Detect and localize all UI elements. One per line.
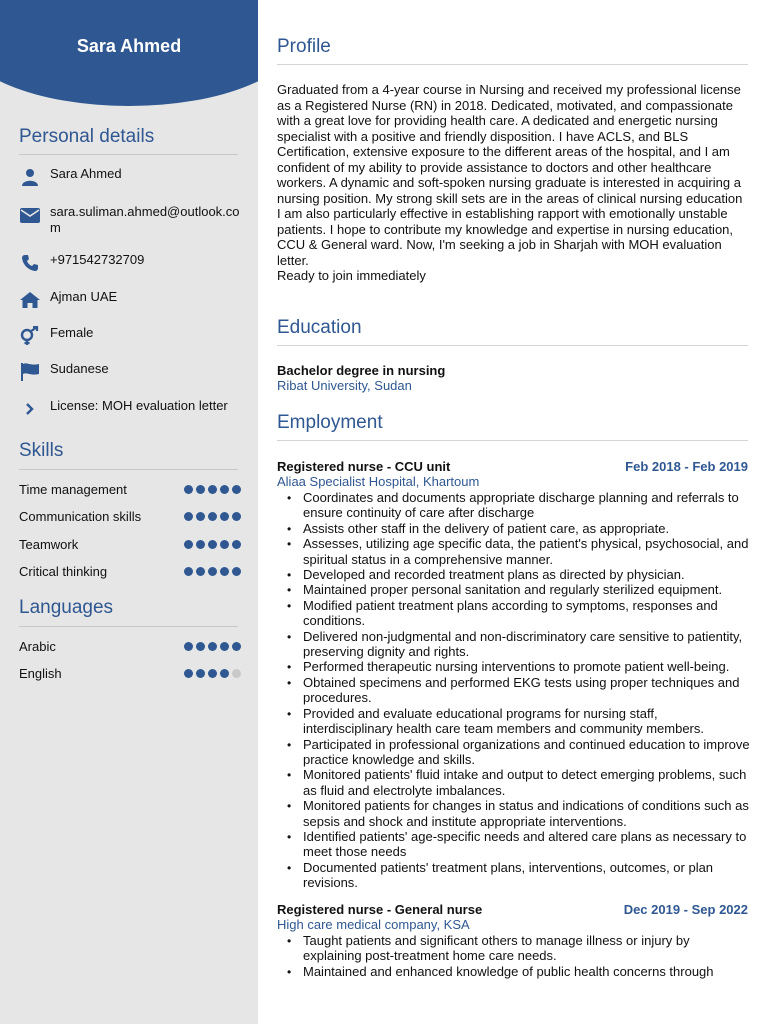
job-title: Registered nurse - General nurse: [277, 902, 483, 917]
rating-dot-filled: [208, 642, 217, 651]
skill-row: [19, 507, 241, 525]
language-row: [19, 664, 241, 682]
person-icon: [19, 166, 41, 188]
divider: [19, 154, 238, 155]
skill-row: [19, 562, 241, 580]
nationality-text: Sudanese: [50, 361, 109, 376]
divider: [19, 469, 238, 470]
phone-text: +971542732709: [50, 252, 145, 267]
duty-item: • Identified patients' age-specific needs and altered care plans as necessary to meet those needs: [303, 829, 750, 860]
rating-dot-filled: [184, 642, 193, 651]
duty-item: • Developed and recorded treatment plans as directed by physician.: [303, 567, 750, 582]
rating-dot-filled: [196, 540, 205, 549]
divider: [277, 440, 748, 441]
divider: [277, 345, 748, 346]
rating-dot-filled: [184, 540, 193, 549]
rating-dot-filled: [184, 669, 193, 678]
duty-item: • Monitored patients for changes in status and indications of conditions such as sepsis and shock and institute appropriate interventions.: [303, 798, 750, 829]
sidebar: [0, 0, 258, 1024]
duty-item: • Taught patients and significant others to manage illness or injury by explaining post-treatment home care needs.: [303, 933, 750, 964]
job-title: Registered nurse - CCU unit: [277, 459, 451, 474]
detail-nationality: [19, 361, 244, 383]
chevron-right-icon: [19, 398, 41, 420]
language-rating: [184, 669, 241, 678]
rating-dot-filled: [196, 642, 205, 651]
skill-row: [19, 535, 241, 553]
duty-item: • Monitored patients' fluid intake and output to detect emerging problems, such as fluid and electrolyte imbalances.: [303, 767, 750, 798]
personal-details-heading: Personal details: [19, 126, 155, 147]
rating-dot-filled: [220, 512, 229, 521]
rating-dot-empty: [232, 669, 241, 678]
duty-item: • Documented patients' treatment plans, interventions, outcomes, or plan revisions.: [303, 860, 750, 891]
rating-dot-filled: [232, 642, 241, 651]
duty-item: • Provided and evaluate educational programs for nursing staff, interdisciplinary health care team members and community members.: [303, 706, 750, 737]
rating-dot-filled: [208, 512, 217, 521]
skill-rating: [184, 567, 241, 576]
rating-dot-filled: [196, 485, 205, 494]
rating-dot-filled: [208, 669, 217, 678]
rating-dot-filled: [232, 540, 241, 549]
skill-label: Communication skills: [19, 508, 142, 524]
rating-dot-filled: [220, 642, 229, 651]
skills-heading: Skills: [19, 440, 64, 461]
skill-rating: [184, 485, 241, 494]
rating-dot-filled: [232, 485, 241, 494]
skill-label: Teamwork: [19, 536, 79, 552]
license-text: License: MOH evaluation letter: [50, 398, 228, 413]
envelope-icon: [19, 204, 41, 226]
detail-license: [19, 398, 244, 420]
rating-dot-filled: [208, 567, 217, 576]
job-header: [277, 902, 748, 917]
job-duties-list: [303, 933, 750, 979]
divider: [19, 626, 238, 627]
phone-icon: [19, 252, 41, 274]
rating-dot-filled: [220, 540, 229, 549]
skill-rating: [184, 540, 241, 549]
gender-icon: [19, 325, 41, 347]
duty-item: • Delivered non-judgmental and non-discriminatory care sensitive to patientity, preserving dignity and rights.: [303, 629, 750, 660]
employment-heading: Employment: [277, 412, 383, 433]
skill-row: [19, 480, 241, 498]
degree-title: Bachelor degree in nursing: [277, 363, 446, 378]
duty-item: • Assists other staff in the delivery of patient care, as appropriate.: [303, 521, 750, 536]
detail-name: [19, 166, 244, 188]
rating-dot-filled: [184, 567, 193, 576]
rating-dot-filled: [232, 512, 241, 521]
job-header: [277, 459, 748, 474]
employer-name: Aliaa Specialist Hospital, Khartoum: [277, 474, 480, 489]
rating-dot-filled: [184, 512, 193, 521]
language-row: [19, 637, 241, 655]
skill-label: Critical thinking: [19, 563, 108, 579]
flag-icon: [19, 361, 41, 383]
profile-section: [277, 82, 748, 284]
detail-email: [19, 204, 244, 236]
rating-dot-filled: [184, 485, 193, 494]
language-label: Arabic: [19, 638, 56, 654]
duty-item: • Modified patient treatment plans according to symptoms, responses and conditions.: [303, 598, 750, 629]
home-icon: [19, 289, 41, 311]
duty-item: • Coordinates and documents appropriate discharge planning and referrals to ensure continuity of care after discharge: [303, 490, 750, 521]
detail-gender: [19, 325, 244, 347]
employer-name: High care medical company, KSA: [277, 917, 470, 932]
duty-item: • Obtained specimens and performed EKG tests using proper techniques and procedures.: [303, 675, 750, 706]
language-label: English: [19, 665, 62, 681]
rating-dot-filled: [208, 485, 217, 494]
email-link[interactable]: sara.suliman.ahmed@outlook.com: [50, 204, 240, 235]
rating-dot-filled: [232, 567, 241, 576]
rating-dot-filled: [208, 540, 217, 549]
skill-label: Time management: [19, 481, 127, 497]
availability-note: Ready to join immediately: [277, 268, 426, 283]
rating-dot-filled: [196, 512, 205, 521]
location-text: Ajman UAE: [50, 289, 118, 304]
detail-text: Sara Ahmed: [50, 166, 122, 181]
profile-heading: Profile: [277, 36, 331, 57]
gender-text: Female: [50, 325, 94, 340]
rating-dot-filled: [220, 669, 229, 678]
school-name: Ribat University, Sudan: [277, 378, 412, 393]
detail-phone: [19, 252, 244, 274]
education-heading: Education: [277, 317, 362, 338]
skill-rating: [184, 512, 241, 521]
rating-dot-filled: [220, 567, 229, 576]
rating-dot-filled: [196, 567, 205, 576]
job-dates: Feb 2018 - Feb 2019: [625, 459, 748, 474]
duty-item: • Maintained proper personal sanitation and regularly sterilized equipment.: [303, 582, 750, 597]
job-dates: Dec 2019 - Sep 2022: [623, 902, 748, 917]
duty-item: • Performed therapeutic nursing interventions to promote patient well-being.: [303, 659, 750, 674]
education-entry: [277, 363, 748, 378]
duty-item: • Assesses, utilizing age specific data, the patient's physical, psychosocial, and spiritual status in a comprehensive manner.: [303, 536, 750, 567]
duty-item: • Maintained and enhanced knowledge of public health concerns through: [303, 964, 750, 979]
language-rating: [184, 642, 241, 651]
divider: [277, 64, 748, 65]
rating-dot-filled: [196, 669, 205, 678]
duty-item: • Participated in professional organizations and continued education to improve practice knowledge and skills.: [303, 737, 750, 768]
detail-location: [19, 289, 244, 311]
job-duties-list: [303, 490, 750, 891]
languages-heading: Languages: [19, 597, 114, 618]
rating-dot-filled: [220, 485, 229, 494]
candidate-name: Sara Ahmed: [76, 36, 182, 56]
profile-summary: Graduated from a 4-year course in Nursing and received my professional license as a Registered Nurse (RN) in 2018. Dedicated, motivated, and compassionate with a great love for providing health care. A dedicated and energetic nursing specialist with a positive and friendly disposition. I have ACLS, and BLS Certification, extensive exposure to the different areas of the hospital, and I am confident of my ability to provide assistance to doctors and other healthcare workers. A dynamic and soft-spoken nursing graduate is interested in acquiring a nursing position. My strong skill sets are in the areas of clinical nursing education I am also particularly effective in establishing rapport with emotionally unstable patients. I hope to contribute my knowledge and expertise in nursing education, CCU & General ward. Now, I'm seeking a job in Sharjah with MOH evaluation letter.: [277, 82, 743, 268]
